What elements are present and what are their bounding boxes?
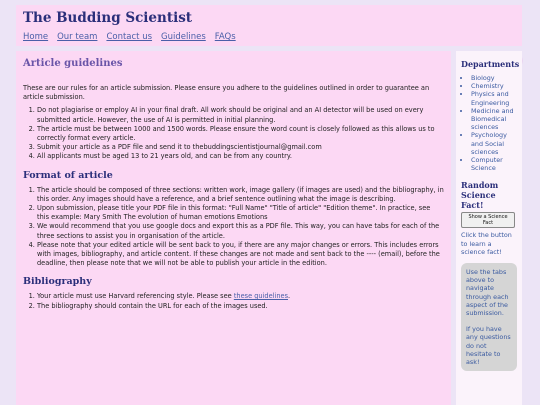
nav-our-team[interactable]: Our team bbox=[57, 32, 98, 42]
biblio-text-before: Your article must use Harvard referencing style. Please see bbox=[37, 292, 234, 301]
site-header bbox=[16, 5, 522, 46]
department-physics: • Physics and Engineering bbox=[471, 90, 517, 106]
list-item: 2. The article must be between 1000 and 1500 words. Please ensure the word count is closely followed as this allows us to correctly format every article. bbox=[37, 125, 444, 143]
biblio-text-after: . bbox=[288, 292, 291, 301]
nav-guidelines[interactable]: Guidelines bbox=[161, 32, 206, 42]
department-psychology: • Psychology and Social sciences bbox=[471, 131, 517, 156]
list-item bbox=[37, 292, 444, 301]
department-computer-science: • Computer Science bbox=[471, 156, 517, 172]
department-chemistry: • Chemistry bbox=[471, 82, 517, 90]
list-item: 4. All applicants must be aged 13 to 21 years old, and can be from any country. bbox=[37, 152, 444, 161]
fact-hint: Click the button to learn a science fact! bbox=[461, 231, 512, 256]
format-heading: Format of article bbox=[23, 169, 113, 181]
list-item: 1. Do not plagiarise or employ AI in your final draft. All work should be original and an AI detector will be used on every submitted article. However, the use of AI is permitted in initial planning. bbox=[37, 106, 444, 124]
main-content bbox=[16, 51, 451, 405]
science-fact-title: Random Science Fact! bbox=[461, 180, 499, 211]
departments-title: Departments bbox=[461, 59, 520, 69]
show-fact-button[interactable]: Show a Science Fact bbox=[461, 212, 515, 228]
page-title: Article guidelines bbox=[23, 58, 123, 69]
intro-text: These are our rules for an article submission. Please ensure you adhere to the guidelines outlined in order to guarantee an article submission. bbox=[23, 84, 430, 102]
department-medicine: • Medicine and Biomedical sciences bbox=[471, 107, 517, 132]
list-item: 3. Submit your article as a PDF file and send it to thebuddingscientistjournal@gmail.com bbox=[37, 143, 444, 152]
department-biology: • Biology bbox=[471, 74, 517, 82]
format-list bbox=[23, 186, 444, 269]
info-box bbox=[461, 263, 517, 371]
nav-contact-us[interactable]: Contact us bbox=[106, 32, 153, 42]
bibliography-list bbox=[23, 292, 444, 310]
sidebar bbox=[456, 51, 522, 405]
guidelines-link[interactable]: these guidelines bbox=[233, 292, 289, 301]
list-item: 1. The article should be composed of three sections: written work, image gallery (if images are used) and the bibliography, in this order. Any images should have a reference, and a brief sentence outlining what the image is describing. bbox=[37, 186, 444, 204]
info-questions: If you have any questions do not hesitate to ask! bbox=[466, 325, 511, 367]
bibliography-heading: Bibliography bbox=[23, 276, 92, 288]
list-item: 2. Upon submission, please title your PDF file in this format: "Full Name" "Title of article" "Edition theme". In practice, see this example: Mary Smith The evolution of human emotions Emotions bbox=[37, 204, 444, 222]
rules-list bbox=[23, 106, 444, 161]
nav-home[interactable]: Home bbox=[23, 32, 49, 42]
departments-list bbox=[461, 74, 517, 172]
list-item: 2. The bibliography should contain the URL for each of the images used. bbox=[37, 302, 444, 311]
site-title: The Budding Scientist bbox=[23, 10, 193, 26]
nav-faqs[interactable]: FAQs bbox=[214, 32, 236, 42]
list-item: 4. Please note that your edited article will be sent back to you, if there are any major changes or errors. This includes errors with images, bibliography, and article content. If these changes are not made and sent back to the ---- (email), before the deadline, then please note that we will not be able to publish your article in the edition. bbox=[37, 241, 444, 269]
main-nav bbox=[23, 32, 236, 42]
list-item: 3. We would recommend that you use google docs and export this as a PDF file. This way, you can have tabs for each of the three sections to assist you in organisation of the article. bbox=[37, 222, 444, 240]
info-navigate: Use the tabs above to navigate through each aspect of the submission. bbox=[466, 268, 509, 318]
